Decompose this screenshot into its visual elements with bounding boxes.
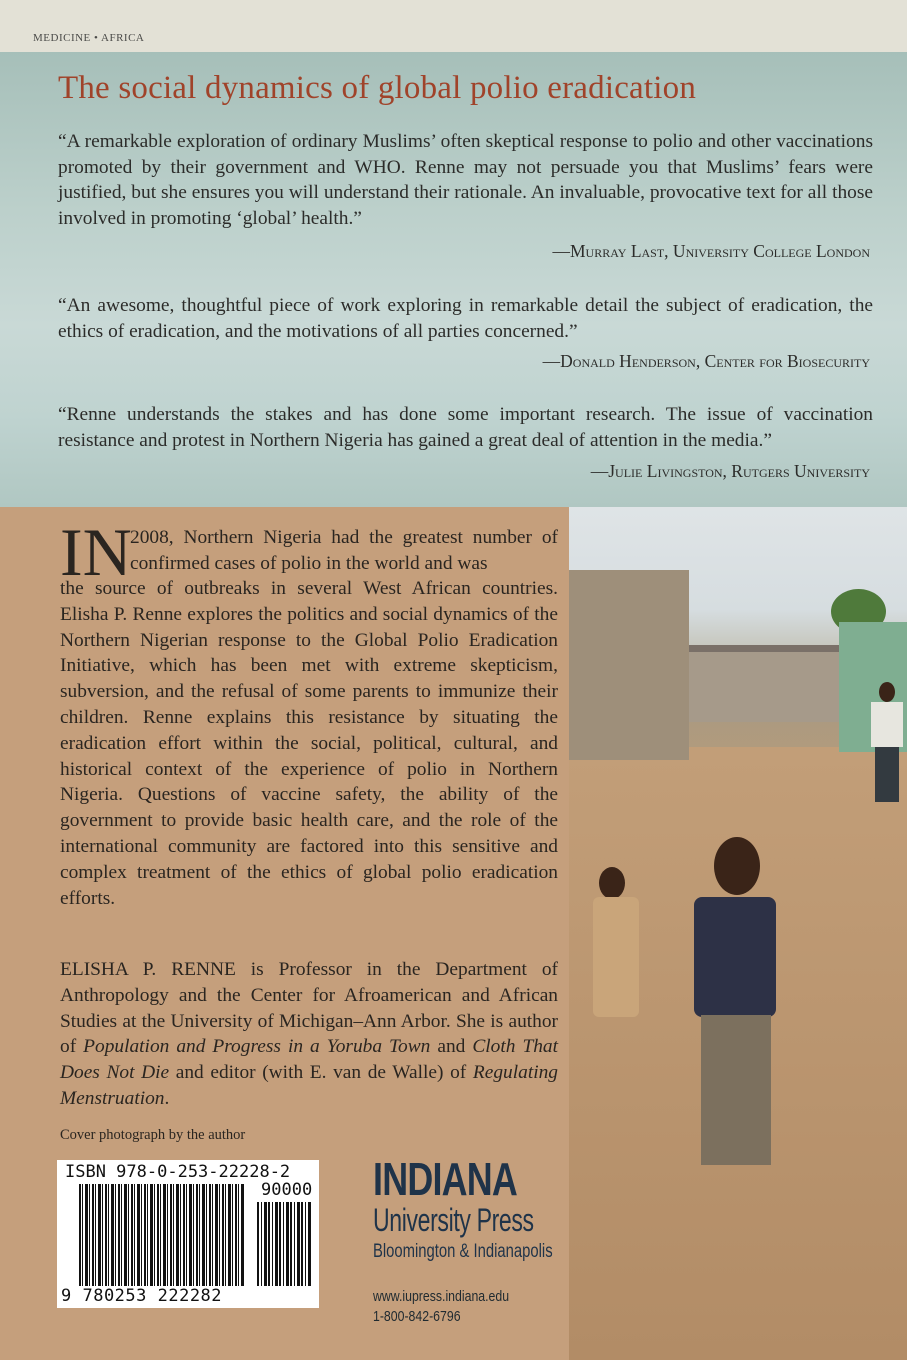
book-title-1: Population and Progress in a Yoruba Town [83,1036,431,1058]
blurb-quote-2: “An awesome, thoughtful piece of work exploring in remarkable detail the subject of eradication, the ethics of eradication, and the motivations of all parties concerned.” [58,295,873,342]
photo-credit: Cover photograph by the author [60,1127,246,1143]
blurb-quote-3: “Renne understands the stakes and has done some important research. The issue of vaccination resistance and protest in Northern Nigeria has gained a great deal of attention in the media.” [58,404,873,451]
category-label: MEDICINE • AFRICA [33,32,145,44]
blurb-attribution-3: —Julie Livingston, Rutgers University [590,461,870,481]
description-body: the source of outbreaks in several West African countries. Elisha P. Renne explores the politics and social dynamics of the Northern Nigerian response to the Global Polio Eradication Initiative, which has been met with extreme skepticism, subversion, and the refusal of some parents to immunize their children. Renne explains this resistance by situating the eradication effort within the social, political, cultural, and historical context of the experience of polio in Northern Nigeria. Questions of vaccine safety, the ability of the government to provide basic health care, and the role of the international community are factored into this sensitive and complex treatment of the ethics of global polio eradication efforts. [60,578,558,909]
barcode-bars [79,1184,245,1286]
photo-building [689,652,839,722]
price-code: 90000 [261,1180,313,1200]
book-title-3: Regulating Menstruation [60,1062,558,1109]
photo-man [869,682,903,807]
headline: The social dynamics of global polio eradication [58,70,697,106]
publisher-url[interactable]: www.iupress.indiana.edu [373,1288,510,1305]
isbn-label: ISBN 978-0-253-22228-2 [65,1162,291,1182]
cover-photo [569,507,907,1360]
publisher-cities: Bloomington & Indianapolis [373,1241,553,1262]
publisher-logo-subname: University Press [373,1202,534,1238]
ean-digits: 9 780253 222282 [61,1286,223,1306]
blurb-quote-1: “A remarkable exploration of ordinary Muslims’ often skeptical response to polio and other vaccinations promoted by their government and WHO. Renne may not persuade you that Muslims’ fears were justified, but she ensures you will understand their rationale. An invaluable, provocative text for all those involved in promoting ‘global’ health.” [58,131,873,229]
barcode-addon-bars [257,1202,311,1286]
publisher-phone: 1-800-842-6796 [373,1308,461,1325]
book-title-2: Cloth That Does Not Die [60,1036,559,1084]
publisher-logo-name: INDIANA [373,1153,518,1205]
isbn-barcode [57,1160,319,1308]
top-strip [0,0,907,52]
blurb-attribution-2: —Donald Henderson, Center for Biosecurity [542,351,870,371]
blurb-attribution-1: —Murray Last, University College London [552,241,870,261]
photo-wall [569,570,689,760]
photo-running-child [593,867,641,1067]
description-lead: 2008, Northern Nigeria had the greatest number of confirmed cases of polio in the world and was [130,527,558,574]
author-bio: ELISHA P. RENNE is Professor in the Department of Anthropology and the Center for Afroamerican and African Studies at the University of Michigan–Ann Arbor. She is author of Population and Progress in a Yoruba Town and Cloth That Does Not Die and editor (with E. van de Walle) of Regulating Menstruation. [60,959,559,1109]
drop-cap: IN [60,514,132,590]
photo-boy [689,837,779,1167]
